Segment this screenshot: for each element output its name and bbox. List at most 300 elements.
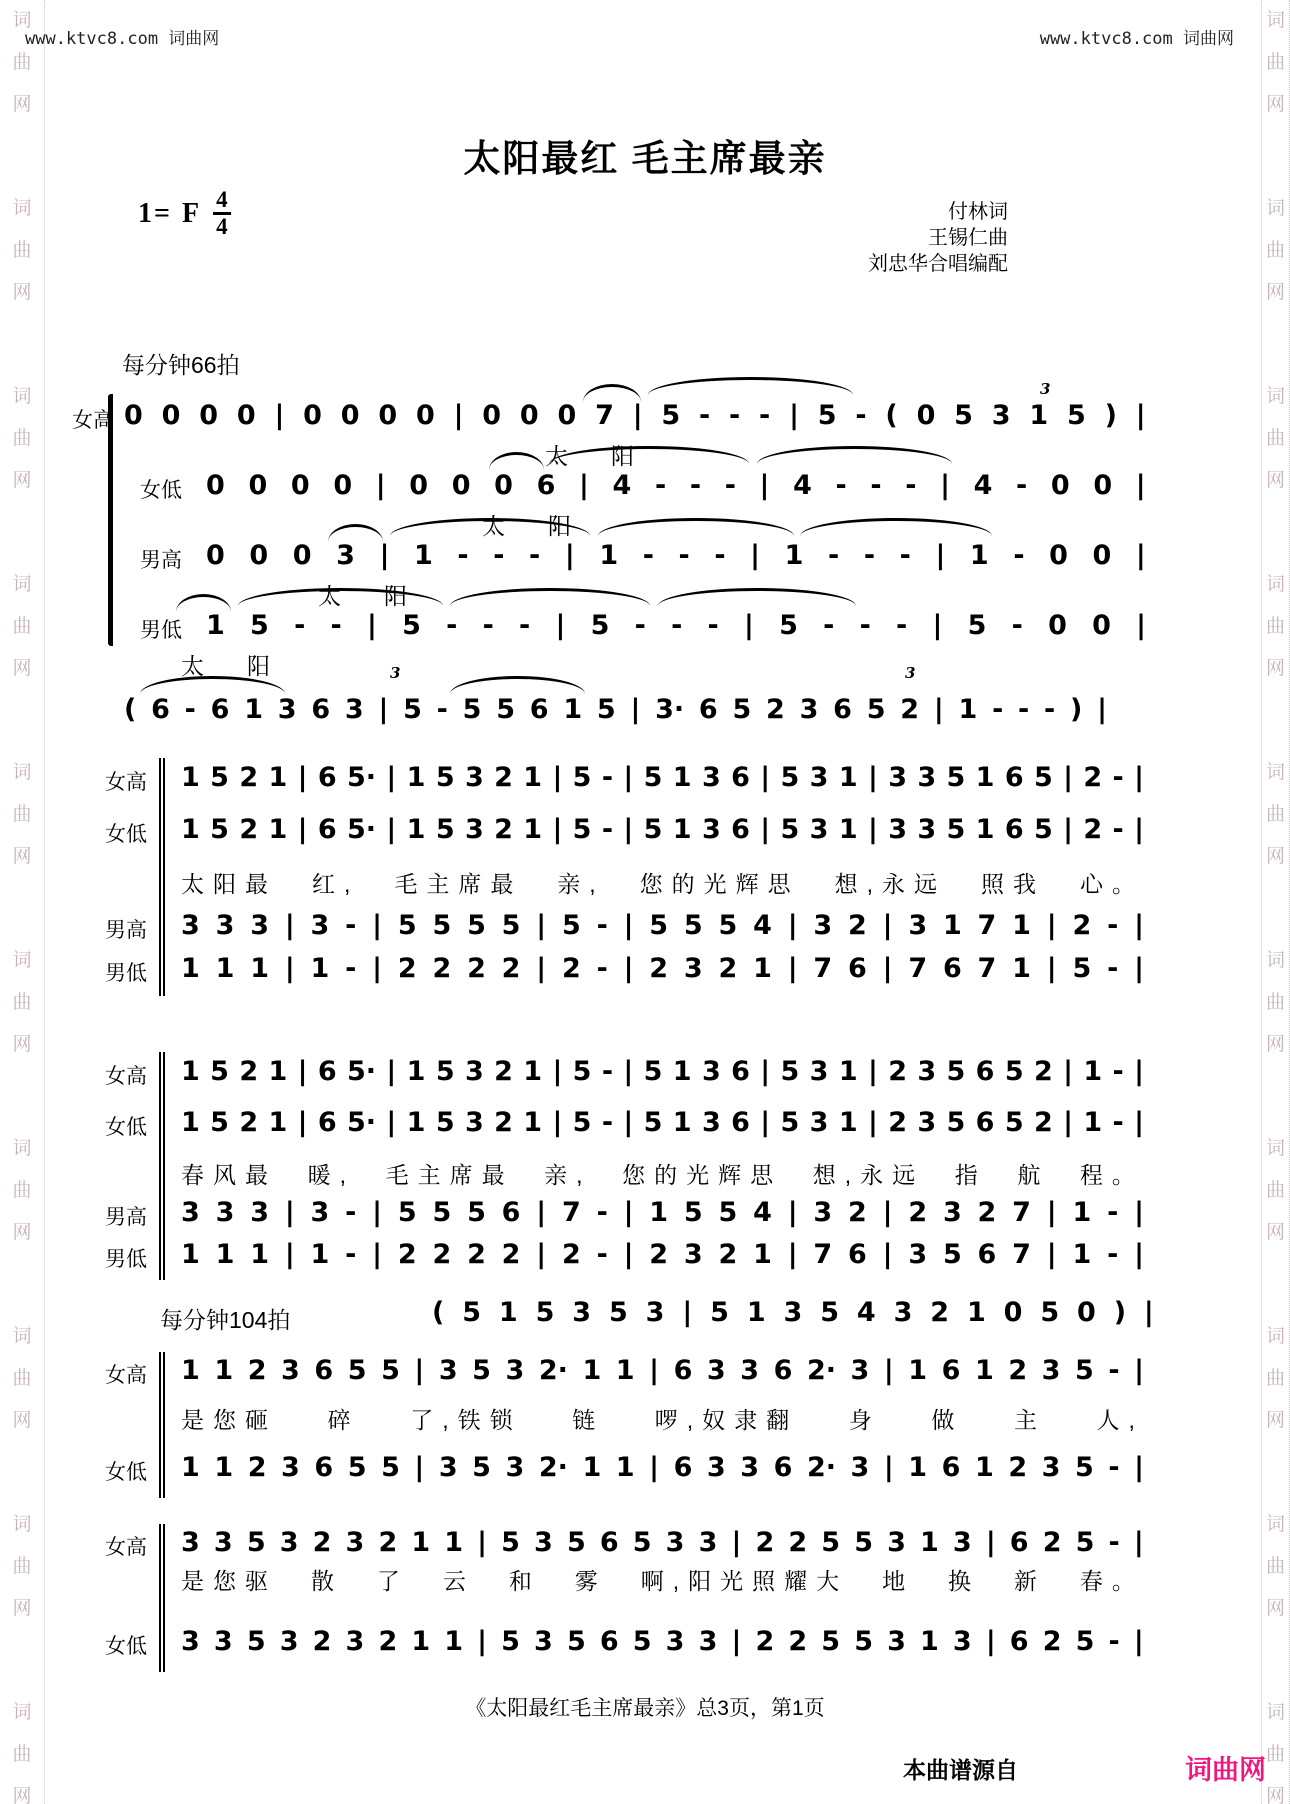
note-token: 5 — [572, 1107, 592, 1138]
side-watermark-group — [1262, 1504, 1289, 1630]
barline: | — [1063, 814, 1074, 845]
note-token: 1 — [406, 762, 426, 793]
note-token: 0 — [1048, 610, 1067, 641]
note-token: 3 — [1041, 1452, 1061, 1483]
note-token: 0 — [451, 470, 471, 501]
side-watermark-char: 网 — [1265, 1410, 1285, 1431]
note-token: 3 — [917, 814, 937, 845]
barline: | — [867, 762, 878, 793]
note-token: 1 — [268, 1056, 288, 1087]
side-watermark-char: 词 — [1265, 762, 1285, 783]
verse2-system — [105, 1050, 1150, 1282]
note-token: 3 — [464, 1056, 484, 1087]
note-token: 3 — [464, 814, 484, 845]
note-token: 5 — [381, 1452, 400, 1483]
note-token: - — [1018, 694, 1030, 725]
side-watermark-char: 词 — [12, 1138, 32, 1159]
note-token: 2 — [501, 1239, 521, 1270]
note-token: 3 — [279, 1626, 299, 1657]
side-watermark-group — [0, 1128, 44, 1254]
barline: | — [1097, 694, 1107, 725]
note-token: 2 — [239, 1107, 259, 1138]
note-token: 5 — [683, 910, 703, 941]
note-token: 1 — [838, 1056, 858, 1087]
note-token: - — [1107, 1197, 1119, 1228]
side-watermark-group — [0, 376, 44, 502]
note-token: 1 — [974, 1452, 994, 1483]
note-token: 5 — [632, 1527, 652, 1558]
barline: | — [372, 910, 383, 941]
key-prefix: 1= — [138, 197, 172, 229]
note-token: 2 — [239, 1056, 259, 1087]
note-token: 1 — [1012, 910, 1031, 941]
note-token: 5 — [817, 400, 837, 431]
note-token: 2· — [806, 1452, 836, 1483]
note-token: 0 — [236, 400, 256, 431]
note-token: 6 — [773, 1355, 793, 1386]
voice-label-alto: 女低 — [140, 479, 182, 502]
barline: | — [477, 1626, 488, 1657]
side-watermark-char: 曲 — [1265, 1368, 1285, 1389]
note-token: 3 — [250, 1197, 270, 1228]
barline: | — [366, 610, 377, 641]
note-token: 3 — [809, 762, 829, 793]
note-token: 3· — [655, 694, 685, 725]
side-watermark-char: 曲 — [12, 240, 32, 261]
barline: | — [760, 762, 771, 793]
note-token: 1 — [958, 694, 978, 725]
verse2-bass-notes — [181, 1239, 1144, 1270]
barline: | — [297, 1107, 308, 1138]
note-token: 0 — [1093, 470, 1113, 501]
barline: | — [623, 814, 634, 845]
verse2-lyric — [181, 1157, 1144, 1190]
lyric-token: 程。 — [1079, 1162, 1144, 1188]
note-token: 1 — [784, 540, 804, 571]
side-watermark-char: 曲 — [12, 1180, 32, 1201]
note-token: 6 — [848, 953, 867, 984]
barline: | — [1134, 1107, 1144, 1138]
note-token: 1 — [214, 1355, 234, 1386]
note-token: 5 — [572, 762, 592, 793]
note-token: - — [729, 400, 741, 431]
note-token: - — [1011, 610, 1023, 641]
side-watermark-char: 网 — [12, 846, 32, 867]
note-token: 3 — [706, 1355, 726, 1386]
note-token: - — [345, 1239, 357, 1270]
barline: | — [1134, 1239, 1144, 1270]
voice-label-bass: 男低 — [105, 1248, 147, 1271]
note-token: 0 — [249, 540, 269, 571]
lyric-token: 想,永远 — [834, 871, 947, 897]
side-watermark-char: 网 — [12, 282, 32, 303]
verse1-soprano-notes — [181, 762, 1144, 793]
voice-label-tenor: 男高 — [105, 1206, 147, 1229]
note-token: 7 — [813, 1239, 833, 1270]
note-token: 3 — [887, 1626, 906, 1657]
note-token: 5 — [718, 910, 738, 941]
note-token: 1 — [615, 1355, 635, 1386]
barline: | — [933, 694, 944, 725]
side-watermark-char: 曲 — [12, 1744, 32, 1765]
note-token: 2 — [312, 1527, 332, 1558]
page-info: 《太阳最红毛主席最亲》总3页，第1页 — [465, 1697, 825, 1720]
note-token: 5 — [718, 1197, 738, 1228]
side-watermark-char: 曲 — [1265, 616, 1285, 637]
barline: | — [297, 1056, 308, 1087]
side-watermark-char: 曲 — [1265, 804, 1285, 825]
credits — [868, 198, 1008, 276]
lyric-token: 您的光辉思 — [639, 871, 800, 897]
note-token: 4 — [753, 1197, 772, 1228]
note-token: 5 — [572, 814, 592, 845]
voice-label-soprano: 女高 — [105, 1065, 147, 1088]
barline: | — [787, 1239, 798, 1270]
note-token: - — [870, 470, 882, 501]
side-watermark-char: 词 — [12, 386, 32, 407]
note-token: ) — [1070, 694, 1083, 725]
note-token: 2 — [247, 1355, 267, 1386]
note-token: 0 — [1092, 610, 1111, 641]
side-watermark-group — [0, 752, 44, 878]
side-watermark-char: 词 — [1265, 198, 1285, 219]
note-token: 4 — [856, 1297, 876, 1328]
lyric-token: 毛主席最 — [385, 1162, 514, 1188]
note-token: 3 — [809, 1056, 829, 1087]
note-token: 1 — [181, 1355, 200, 1386]
note-token: 3 — [701, 1107, 721, 1138]
note-token: 1 — [523, 1107, 543, 1138]
side-watermark-group — [0, 1504, 44, 1630]
note-token: 3 — [683, 1239, 703, 1270]
lyric-token: 换 — [948, 1568, 981, 1594]
note-token: - — [859, 610, 871, 641]
note-token: 3 — [281, 1355, 300, 1386]
note-token: 5 — [854, 1527, 873, 1558]
note-token: 5 — [643, 762, 663, 793]
note-token: 2 — [788, 1527, 808, 1558]
verse4-lyric — [181, 1563, 1144, 1596]
note-token: 0 — [409, 470, 429, 501]
note-token: 5 — [632, 1626, 652, 1657]
side-watermark-char: 网 — [12, 1410, 32, 1431]
note-token: 5 — [462, 694, 482, 725]
note-token: - — [724, 470, 736, 501]
note-token: 6 — [317, 814, 337, 845]
note-token: 3 — [887, 1527, 906, 1558]
barline: | — [536, 910, 547, 941]
barline: | — [1133, 1626, 1144, 1657]
note-token: 5 — [732, 694, 752, 725]
barline: | — [760, 1107, 771, 1138]
right-watermark-strip — [1261, 0, 1290, 1804]
system-bracket — [159, 1352, 165, 1498]
verse4-soprano-notes — [181, 1527, 1144, 1558]
verse2-soprano-notes — [181, 1056, 1144, 1087]
note-token: 0 — [206, 470, 225, 501]
note-token: 3 — [799, 694, 819, 725]
note-token: 5· — [347, 1056, 377, 1087]
note-token: 1 — [1083, 1056, 1103, 1087]
note-token: 5 — [1075, 1452, 1094, 1483]
note-token: 5 — [472, 1355, 491, 1386]
note-token: 5 — [596, 694, 616, 725]
note-token: 2 — [888, 1056, 907, 1087]
barline: | — [932, 610, 943, 641]
note-token: 5 — [397, 910, 417, 941]
side-watermark-char: 词 — [1265, 10, 1285, 31]
lyric-token: 红, — [311, 871, 360, 897]
note-token: 6 — [1009, 1527, 1029, 1558]
note-token: 2 — [397, 1239, 417, 1270]
barline: | — [1135, 470, 1146, 501]
note-token: 5 — [1072, 953, 1092, 984]
note-token: 0 — [292, 540, 312, 571]
note-token: 4 — [973, 470, 993, 501]
note-token: 5 — [246, 1626, 266, 1657]
note-token: - — [707, 610, 719, 641]
note-token: 6 — [501, 1197, 521, 1228]
note-token: 0 — [124, 400, 143, 431]
barline: | — [372, 1239, 383, 1270]
barline: | — [882, 1197, 893, 1228]
side-watermark-group — [1262, 940, 1289, 1066]
note-token: 2 — [494, 1107, 513, 1138]
note-token: - — [1016, 470, 1028, 501]
lyric-token: 人, — [1096, 1407, 1144, 1433]
note-token: - — [529, 540, 541, 571]
barline: | — [552, 762, 563, 793]
voice-label-tenor: 男高 — [105, 919, 147, 942]
note-token: 3 — [344, 694, 364, 725]
note-token: 3 — [215, 910, 235, 941]
barline: | — [731, 1626, 742, 1657]
note-token: 5 — [683, 1197, 703, 1228]
note-token: 1 — [310, 953, 330, 984]
note-token: 3 — [505, 1452, 525, 1483]
barline: | — [536, 1197, 547, 1228]
barline: | — [882, 1239, 893, 1270]
note-token: 1 — [1029, 400, 1049, 431]
note-token: 6 — [317, 762, 337, 793]
note-token: 5 — [467, 910, 486, 941]
side-watermark-char: 词 — [12, 762, 32, 783]
barline: | — [579, 470, 589, 501]
note-token: 5 — [403, 694, 422, 725]
note-token: - — [823, 610, 835, 641]
lyric-token: 碎 — [327, 1407, 360, 1433]
note-token: - — [1108, 1527, 1120, 1558]
note-token: 5 — [1033, 762, 1053, 793]
credit-composer: 王锡仁曲 — [928, 225, 1008, 249]
note-token: 5· — [347, 814, 377, 845]
side-watermark-char: 网 — [1265, 658, 1285, 679]
lyric-token: 想,永远 — [812, 1162, 925, 1188]
note-token: - — [828, 540, 840, 571]
note-token: 1 — [1083, 1107, 1103, 1138]
note-token: 5 — [854, 1626, 873, 1657]
note-token: - — [855, 400, 867, 431]
side-watermark-char: 曲 — [1265, 240, 1285, 261]
note-token: 2 — [378, 1626, 398, 1657]
side-watermark-group — [0, 1316, 44, 1442]
side-watermark-char: 曲 — [1265, 1556, 1285, 1577]
note-token: - — [698, 400, 711, 431]
left-watermark-strip — [0, 0, 45, 1804]
side-watermark-char: 网 — [12, 1786, 32, 1804]
note-token: - — [330, 610, 342, 641]
barline: | — [883, 1355, 894, 1386]
barline: | — [378, 694, 389, 725]
note-token: - — [1107, 1239, 1119, 1270]
note-token: 0 — [161, 400, 181, 431]
note-token: 1 — [615, 1452, 635, 1483]
voice-label-alto: 女低 — [105, 1461, 147, 1484]
note-token: 2 — [501, 953, 521, 984]
side-watermark-group — [1262, 376, 1289, 502]
note-token: - — [1112, 762, 1124, 793]
note-token: 2 — [1083, 762, 1103, 793]
note-token: 2 — [378, 1527, 398, 1558]
note-token: 6 — [317, 1056, 337, 1087]
note-token: 2 — [649, 1239, 669, 1270]
note-token: 3 — [706, 1452, 726, 1483]
note-token: 1 — [746, 1297, 766, 1328]
note-token: ) — [1104, 400, 1117, 431]
side-watermark-char: 网 — [12, 94, 32, 115]
note-token: 0 — [248, 470, 268, 501]
note-token: 5 — [435, 814, 455, 845]
side-watermark-char: 曲 — [1265, 992, 1285, 1013]
tempo-marking-66: 每分钟66拍 — [122, 352, 240, 378]
side-watermark-group — [0, 188, 44, 314]
note-token: - — [457, 540, 469, 571]
note-token: ( — [885, 400, 898, 431]
barline: | — [477, 1527, 488, 1558]
note-token: 6 — [848, 1239, 867, 1270]
verse3-alto-notes — [181, 1452, 1144, 1483]
note-token: 2 — [718, 953, 738, 984]
note-token: - — [601, 1056, 614, 1087]
note-token: 3 — [917, 762, 937, 793]
note-token: 1 — [753, 953, 772, 984]
barline: | — [552, 1056, 563, 1087]
note-token: 2 — [467, 1239, 486, 1270]
note-token: 3 — [665, 1527, 685, 1558]
note-token: 1 — [181, 1107, 200, 1138]
note-token: 3 — [813, 910, 833, 941]
note-token: 3 — [701, 1056, 721, 1087]
side-watermark-char: 曲 — [12, 1556, 32, 1577]
note-token: 1 — [920, 1527, 939, 1558]
note-token: 7 — [1012, 1197, 1031, 1228]
note-token: 6 — [941, 1355, 961, 1386]
note-token: 5 — [435, 1056, 455, 1087]
note-token: 5· — [347, 762, 377, 793]
note-token: 0 — [378, 400, 398, 431]
note-token: 6 — [529, 694, 549, 725]
verse1-bass-notes — [181, 953, 1144, 984]
note-token: 3 — [683, 953, 703, 984]
side-watermark-char: 曲 — [1265, 52, 1285, 73]
note-token: 5 — [661, 400, 681, 431]
side-watermark-group — [1262, 752, 1289, 878]
barline: | — [1135, 540, 1146, 571]
note-token: 0 — [290, 470, 310, 501]
note-token: - — [689, 470, 702, 501]
note-token: 5 — [210, 814, 229, 845]
note-token: 0 — [1003, 1297, 1023, 1328]
side-watermark-char: 网 — [1265, 1598, 1285, 1619]
note-token: - — [596, 910, 608, 941]
lyric-token: 链 — [572, 1407, 605, 1433]
note-token: 5 — [572, 1056, 592, 1087]
barline: | — [1063, 1107, 1074, 1138]
note-token: 3 — [250, 910, 270, 941]
verse1-lyric — [181, 866, 1144, 899]
note-token: - — [896, 610, 908, 641]
lyric-token: 春。 — [1079, 1568, 1144, 1594]
side-watermark-char: 词 — [12, 1514, 32, 1535]
lyric-token: 啰,奴隶翻 — [654, 1407, 799, 1433]
note-token: 1 — [411, 1527, 431, 1558]
verse1-alto-notes — [181, 814, 1144, 845]
credit-arranger: 刘忠华合唱编配 — [868, 251, 1008, 275]
barline: | — [867, 1056, 878, 1087]
triplet-mark: 3 — [390, 664, 401, 682]
note-token: 5 — [381, 1355, 400, 1386]
note-token: 3 — [215, 1197, 235, 1228]
note-token: 1 — [672, 762, 692, 793]
note-token: 5 — [643, 1056, 663, 1087]
barline: | — [284, 1239, 295, 1270]
note-token: - — [601, 1107, 614, 1138]
barline: | — [386, 1107, 397, 1138]
lyric-token: 了,铁锁 — [410, 1407, 522, 1433]
side-watermark-char: 曲 — [1265, 428, 1285, 449]
note-token: 3 — [534, 1527, 553, 1558]
note-token: ( — [432, 1297, 445, 1328]
note-token: 1 — [1072, 1239, 1092, 1270]
note-token: 5 — [462, 1297, 482, 1328]
note-token: 6 — [698, 694, 718, 725]
note-token: - — [992, 694, 1004, 725]
barline: | — [882, 910, 893, 941]
note-token: 5 — [821, 1527, 841, 1558]
lyric-token: 和 — [508, 1568, 541, 1594]
note-token: 1 — [1072, 1197, 1092, 1228]
intro-tenor-lyric: 太 阳 — [318, 583, 417, 609]
note-token: 5 — [501, 1626, 520, 1657]
note-token: 1 — [206, 610, 225, 641]
note-token: - — [835, 470, 847, 501]
note-token: 5 — [820, 1297, 839, 1328]
note-token: 3 — [917, 1107, 937, 1138]
intro-soprano-notes — [124, 400, 1146, 431]
side-watermark-group — [1262, 564, 1289, 690]
note-token: 5 — [397, 1197, 417, 1228]
note-token: 1 — [599, 540, 619, 571]
barline: | — [743, 610, 754, 641]
voice-label-alto: 女低 — [105, 823, 147, 846]
side-watermark-char: 词 — [1265, 1702, 1285, 1723]
note-token: 6 — [975, 1107, 995, 1138]
note-token: 0 — [482, 400, 502, 431]
side-watermark-group — [1262, 1316, 1289, 1442]
lyric-token: 亲, — [544, 1162, 592, 1188]
barline: | — [630, 694, 641, 725]
side-watermark-char: 词 — [1265, 574, 1285, 595]
